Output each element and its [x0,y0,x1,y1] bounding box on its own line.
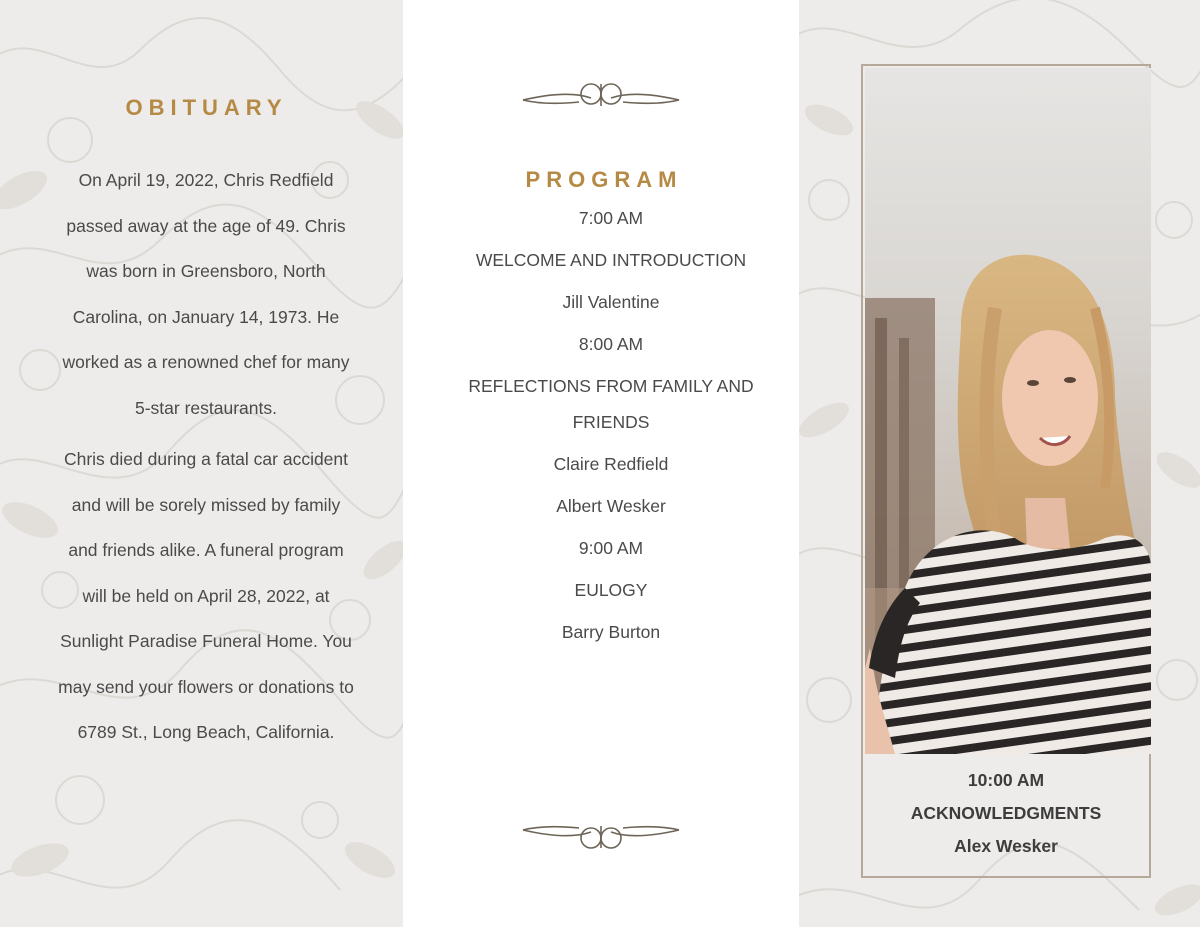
program-speaker: Claire Redfield [553,454,669,474]
flourish-ornament-icon [519,818,683,854]
program-speaker: Barry Burton [561,622,661,642]
obituary-panel [0,0,403,927]
program-time: 9:00 AM [578,538,644,558]
program-time: 7:00 AM [578,208,644,228]
obituary-text [56,158,356,762]
flourish-ornament-icon [519,76,683,112]
photo-frame [861,64,1151,878]
obituary-paragraph: On April 19, 2022, Chris Redfield passed away at the age of 49. Chris was born in Greensboro, North Carolina, on January 14, 1973. He worked as a renowned chef for many 5-star restaurants. [62,170,350,418]
program-event: REFLECTIONS FROM FAMILY AND FRIENDS [468,376,754,432]
program-panel [403,0,799,927]
program-title: PROGRAM [525,166,683,192]
program-time: 8:00 AM [578,334,644,354]
program-speaker: Albert Wesker [556,496,666,516]
obituary-title: OBITUARY [125,94,288,120]
photo-panel [799,0,1200,927]
portrait-image-icon [865,68,1151,754]
program-event: WELCOME AND INTRODUCTION [475,250,747,270]
caption-speaker: Alex Wesker [954,836,1058,856]
caption-event: ACKNOWLEDGMENTS [910,803,1102,823]
photo-caption [863,764,1149,863]
program-list [463,200,759,656]
obituary-paragraph: Chris died during a fatal car accident and will be sorely missed by family and friends alike. A funeral program will be held on April 28, 2022, at Sunlight Paradise Funeral Home. You may send your flowers or donations to 6789 St., Long Beach, California. [58,449,354,742]
program-speaker: Jill Valentine [562,292,660,312]
portrait-photo [865,68,1151,754]
caption-time: 10:00 AM [967,770,1045,790]
program-event: EULOGY [574,580,648,600]
